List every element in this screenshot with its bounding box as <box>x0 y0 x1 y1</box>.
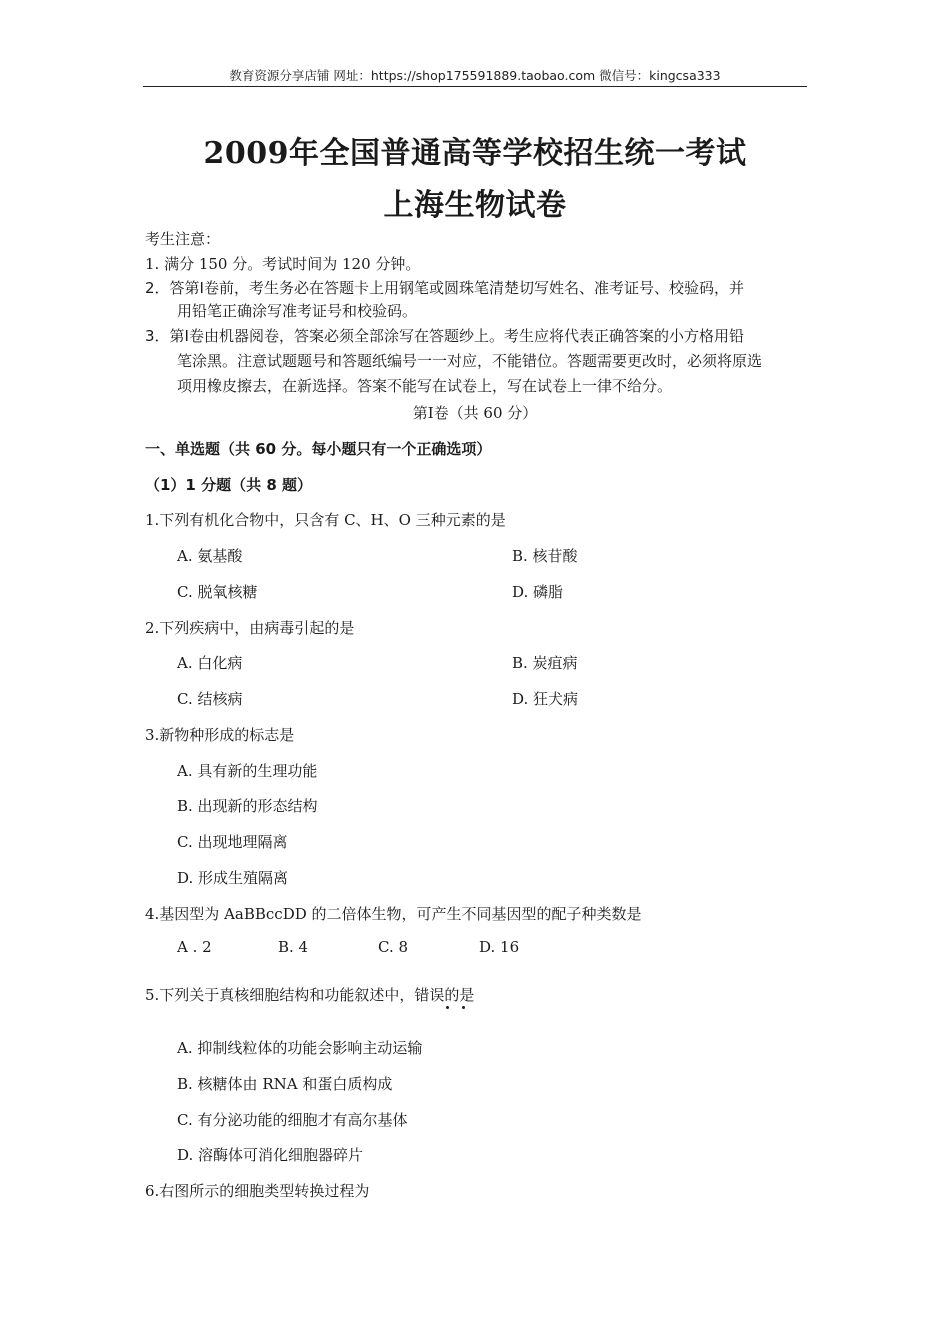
question-5-option-a: A. 抑制线粒体的功能会影响主动运输 <box>177 1039 423 1057</box>
question-2-option-b: B. 炭疽病 <box>512 654 578 672</box>
exam-title-line1: 2009年全国普通高等学校招生统一考试 <box>203 136 747 171</box>
question-4-option-a: A . 2 <box>177 938 212 956</box>
notice-item-3-line3: 项用橡皮擦去，在新选择。答案不能写在试卷上，写在试卷上一律不给分。 <box>177 377 673 395</box>
question-4-option-b: B. 4 <box>278 938 309 956</box>
question-2-stem: 2.下列疾病中，由病毒引起的是 <box>145 619 355 637</box>
question-4-stem: 4.基因型为 AaBBccDD 的二倍体生物，可产生不同基因型的配子种类数是 <box>145 905 642 923</box>
emphasis-dot <box>462 1006 465 1009</box>
question-1-option-d: D. 磷脂 <box>512 583 564 601</box>
question-1-option-a: A. 氨基酸 <box>177 547 243 565</box>
question-5-option-b: B. 核糖体由 RNA 和蛋白质构成 <box>177 1075 393 1093</box>
question-4-option-d: D. 16 <box>479 938 520 956</box>
question-5-option-d: D. 溶酶体可消化细胞器碎片 <box>177 1146 364 1164</box>
notice-item-2-line2: 用铅笔正确涂写准考证号和校验码。 <box>177 302 418 320</box>
question-5-option-c: C. 有分泌功能的细胞才有高尔基体 <box>177 1111 408 1129</box>
header-rule <box>143 86 807 87</box>
question-2-option-d: D. 狂犬病 <box>512 690 579 708</box>
part-one-heading: 第Ⅰ卷（共 60 分） <box>412 404 538 422</box>
question-1-option-c: C. 脱氧核糖 <box>177 583 258 601</box>
question-5-stem: 5.下列关于真核细胞结构和功能叙述中，错误的是 <box>145 986 475 1004</box>
subsection-heading: （1）1 分题（共 8 题） <box>145 476 312 494</box>
question-2-option-c: C. 结核病 <box>177 690 243 708</box>
section-heading: 一、单选题（共 60 分。每小题只有一个正确选项） <box>145 440 492 458</box>
question-2-option-a: A. 白化病 <box>177 654 243 672</box>
exam-title-line2: 上海生物试卷 <box>383 188 567 223</box>
question-3-option-d: D. 形成生殖隔离 <box>177 869 289 887</box>
notice-item-1: 1. 满分 150 分。考试时间为 120 分钟。 <box>145 255 421 273</box>
notice-item-2-line1: 2．答第Ⅰ卷前，考生务必在答题卡上用钢笔或圆珠笔清楚切写姓名、准考证号、校验码，并 <box>145 279 744 297</box>
question-3-stem: 3.新物种形成的标志是 <box>145 726 295 744</box>
question-6-stem: 6.右图所示的细胞类型转换过程为 <box>145 1182 370 1200</box>
question-3-option-b: B. 出现新的形态结构 <box>177 797 318 815</box>
notice-heading: 考生注意： <box>145 230 221 248</box>
notice-item-3-line1: 3．第Ⅰ卷由机器阅卷，答案必须全部涂写在答题纱上。考生应将代表正确答案的小方格用铅 <box>145 327 744 345</box>
question-3-option-c: C. 出现地理隔离 <box>177 833 288 851</box>
question-3-option-a: A. 具有新的生理功能 <box>177 762 318 780</box>
question-1-stem: 1.下列有机化合物中，只含有 C、H、O 三种元素的是 <box>145 511 506 529</box>
question-4-option-c: C. 8 <box>378 938 409 956</box>
question-1-option-b: B. 核苷酸 <box>512 547 578 565</box>
page-header: 教育资源分享店铺 网址：https://shop175591889.taobao.com 微信号：kingcsa333 <box>229 68 721 83</box>
emphasis-dot <box>446 1006 449 1009</box>
notice-item-3-line2: 笔涂黑。注意试题题号和答题纸编号一一对应，不能错位。答题需要更改时，必须将原选 <box>177 352 763 370</box>
